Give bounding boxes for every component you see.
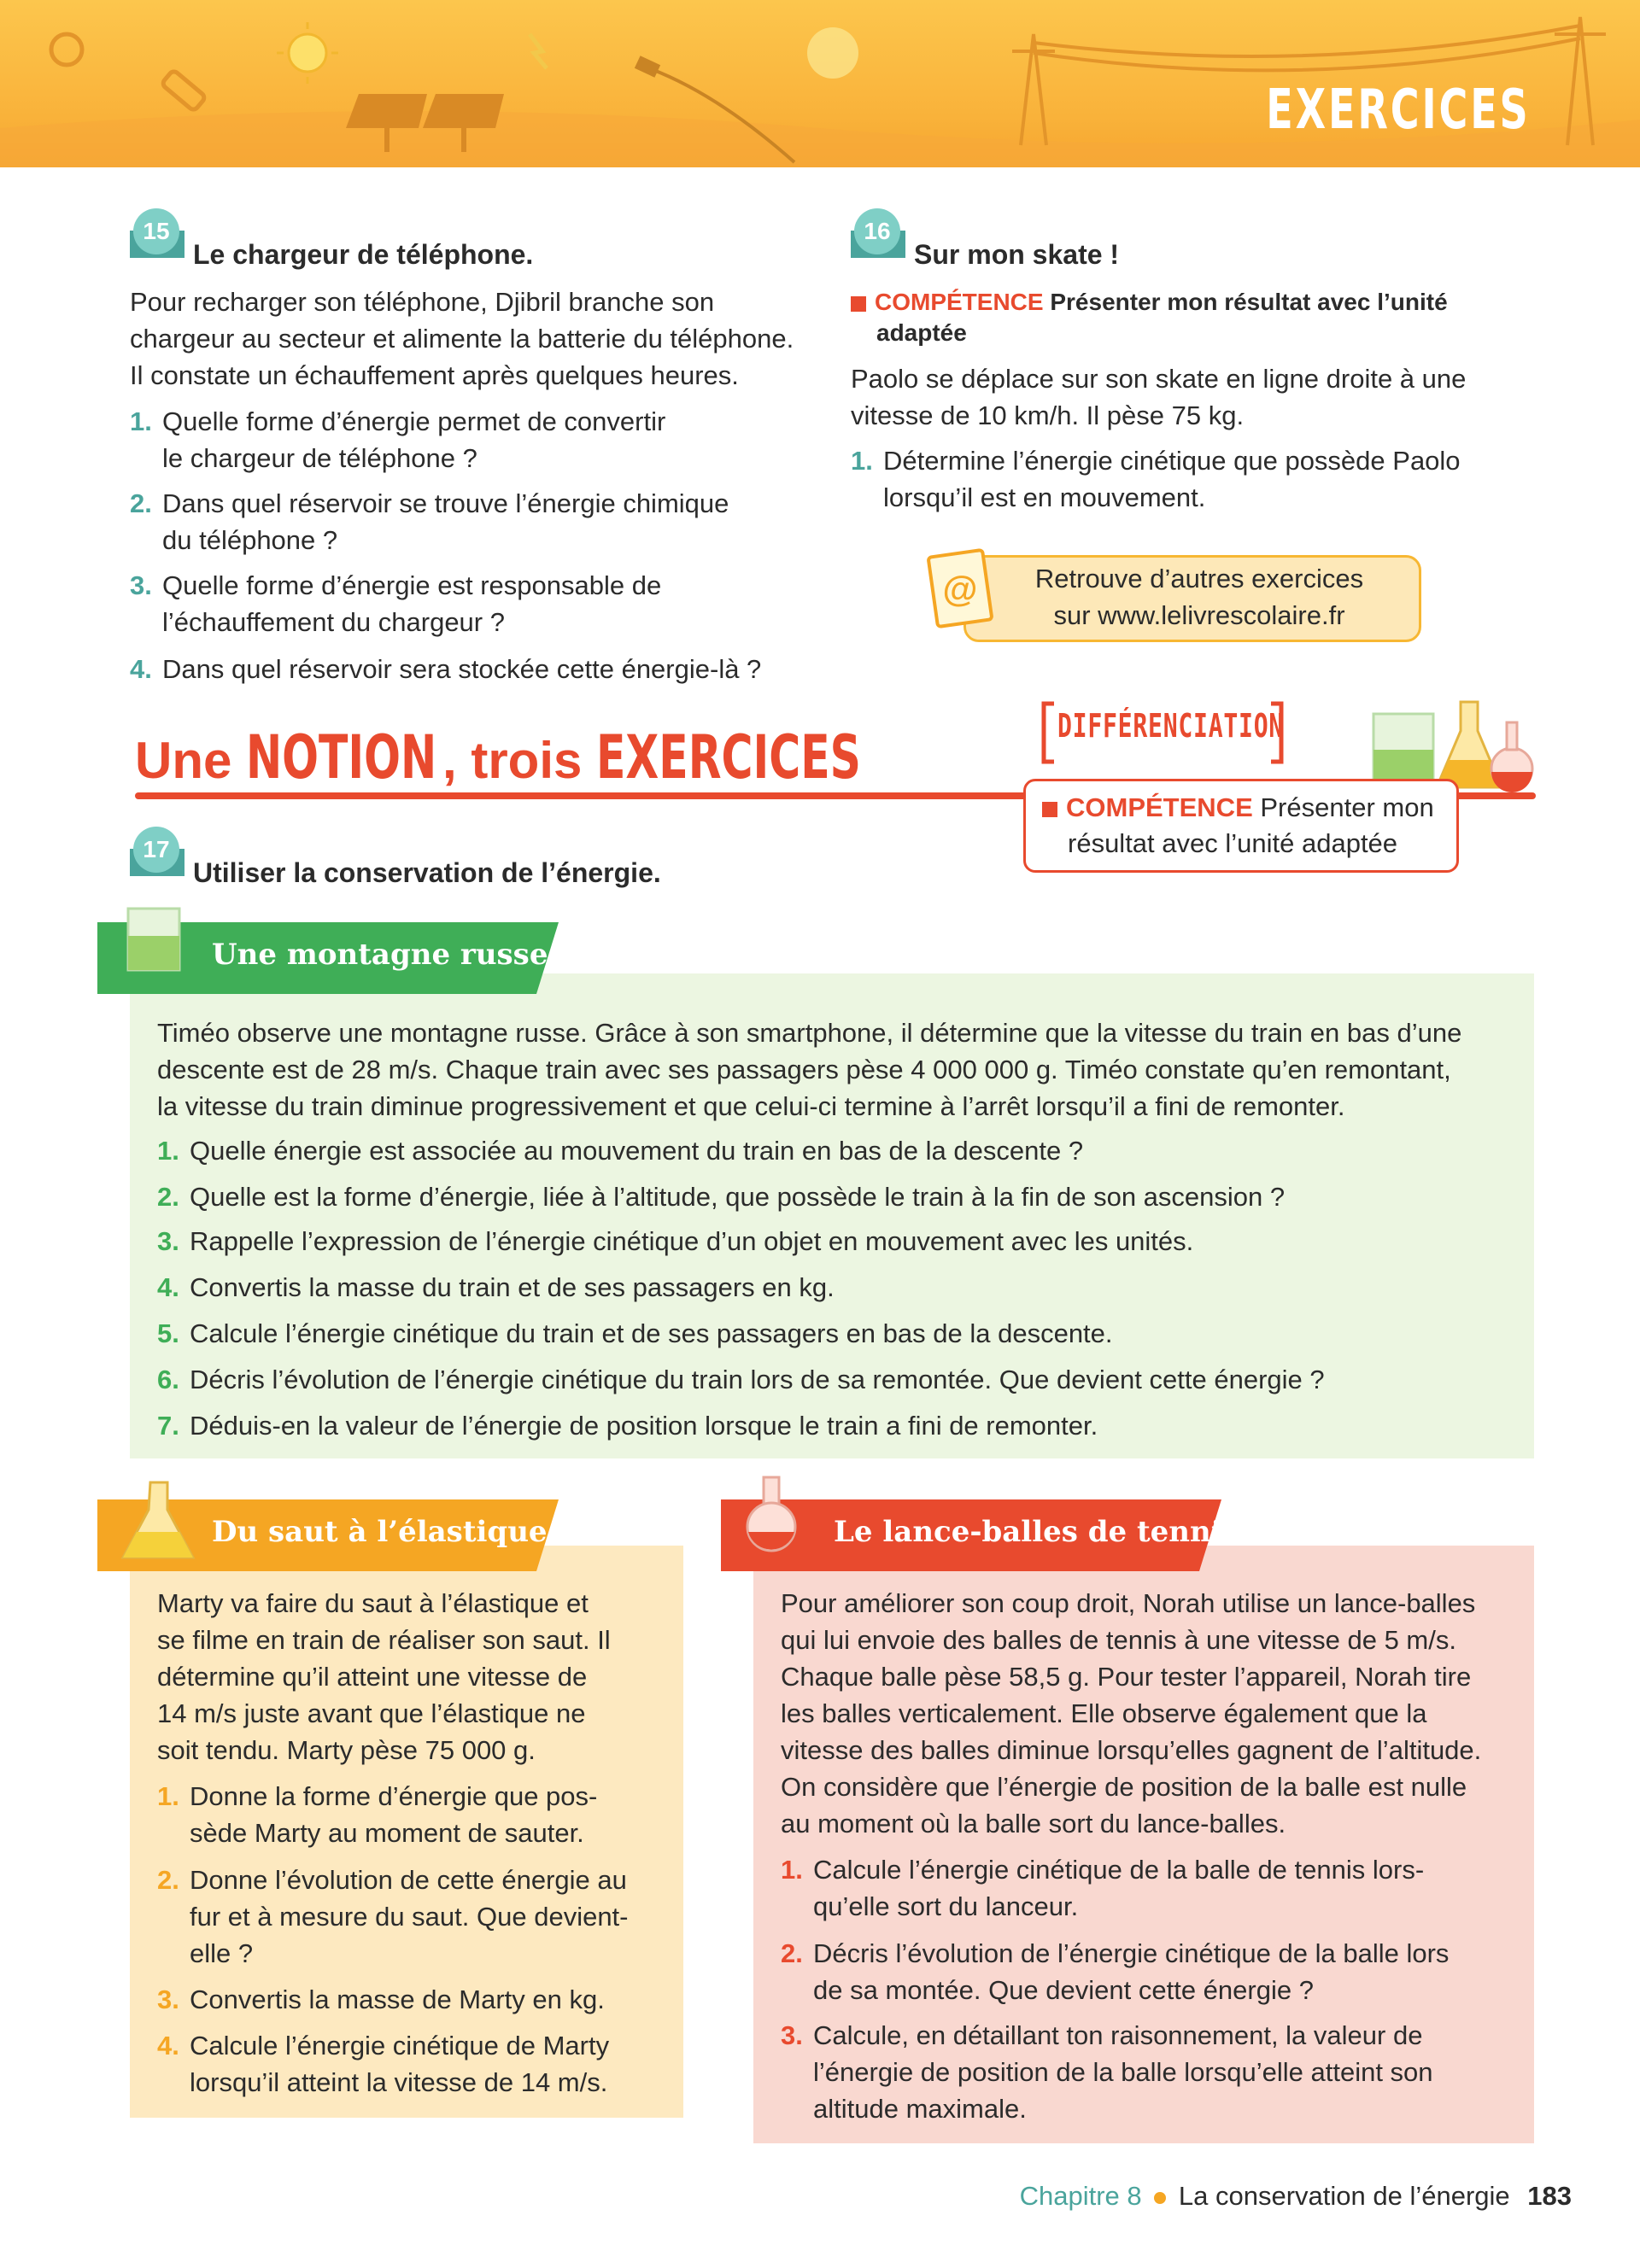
beaker-icon (125, 905, 184, 973)
exercise-title: Le chargeur de téléphone. (193, 239, 534, 270)
svg-text:@: @ (942, 569, 978, 609)
competence-line-continued: résultat avec l’unité adaptée (1068, 828, 1398, 858)
exercise-number-badge: 16 (851, 208, 905, 258)
question: 3. Rappelle l’expression de l’énergie cinétique d’un objet en mouvement avec les unités. (157, 1226, 1194, 1256)
exercise-intro: Pour améliorer son coup droit, Norah utilise un lance-balles qui lui envoie des balles de tennis à une vitesse de 5 m/s. Chaque balle pèse 58,5 g. Pour tester l’appareil, Norah tire les balles verticalement. Elle observe également que la vitesse des balles diminue lorsqu’elles gagnent de l’altitude. On considère que l’énergie de position de la balle est nulle au moment où la balle sort du lance-balles. (781, 1588, 1482, 1838)
chapter-title: La conservation de l’énergie (1178, 2181, 1510, 2211)
question: 1. Quelle énergie est associée au mouvement du train en bas de la descente ? (157, 1136, 1084, 1166)
chapter-label: Chapitre 8 (1019, 2181, 1142, 2211)
competence-line: COMPÉTENCE Présenter mon résultat avec l’unité (851, 287, 1448, 318)
question: 3. Convertis la masse de Marty en kg. (157, 1984, 605, 2014)
page-number: 183 (1527, 2181, 1572, 2211)
question: 4. Convertis la masse du train et de ses passagers en kg. (157, 1272, 835, 1302)
exercise-intro: Paolo se déplace sur son skate en ligne droite à une vitesse de 10 km/h. Il pèse 75 kg. (851, 364, 1467, 430)
question: 1. Détermine l’énergie cinétique que possède Paolo lorsqu’il est en mouvement. (851, 446, 1461, 512)
panel-header-orange: Du saut à l’élastique (97, 1499, 559, 1571)
panel-header-red: Le lance-balles de tennis (721, 1499, 1221, 1571)
exercise-number-badge: 17 (130, 827, 184, 876)
exercise-intro: Timéo observe une montagne russe. Grâce à son smartphone, il détermine que la vitesse du train en bas d’une descente est de 28 m/s. Chaque train avec ses passagers pèse 4 000 000 g. Timéo constate qu’en remontant, la vitesse du train diminue progressivement et que celui-ci termine à l’arrêt lorsqu’il a fini de remonter. (157, 1018, 1462, 1121)
differenciation-label: DIFFÉRENCIATION (1040, 700, 1285, 765)
question: 1. Calcule l’énergie cinétique de la balle de tennis lors- qu’elle sort du lanceur. (781, 1855, 1425, 1921)
question: 2. Décris l’évolution de l’énergie cinétique de la balle lors de sa montée. Que devient cette énergie ? (781, 1938, 1450, 2005)
round-flask-icon (740, 1472, 805, 1554)
panel-header-green: Une montagne russe (97, 922, 559, 994)
competence-line-continued: adaptée (876, 319, 967, 346)
question: 5. Calcule l’énergie cinétique du train et de ses passagers en bas de la descente. (157, 1318, 1113, 1348)
header-banner (0, 0, 1640, 167)
question: 1. Donne la forme d’énergie que pos- sède Marty au moment de sauter. (157, 1781, 598, 1848)
question: 3. Calcule, en détaillant ton raisonnement, la valeur de l’énergie de position de la balle lorsqu’elle atteint son altitude maximale. (781, 2020, 1433, 2124)
question: 3. Quelle forme d’énergie est responsable de l’échauffement du chargeur ? (130, 570, 662, 637)
competence-line: COMPÉTENCE Présenter mon (1042, 792, 1434, 823)
question: 2. Dans quel réservoir se trouve l’énergie chimique du téléphone ? (130, 488, 729, 555)
page-footer (1020, 2181, 1572, 2212)
exercise-number-badge: 15 (130, 208, 184, 258)
exercise-title: Sur mon skate ! (914, 239, 1120, 270)
section-heading: Une NOTION , trois EXERCICES (135, 722, 862, 792)
page-section-title: EXERCICES (1266, 79, 1531, 142)
question: 4. Calcule l’énergie cinétique de Marty lorsqu’il atteint la vitesse de 14 m/s. (157, 2031, 610, 2097)
bullet-dot-icon (1154, 2192, 1166, 2204)
exercise-intro: Pour recharger son téléphone, Djibril branche son chargeur au secteur et alimente la batterie du téléphone. Il constate un échauffement après quelques heures. (130, 287, 794, 390)
question: 2. Donne l’évolution de cette énergie au fur et à mesure du saut. Que devient- elle ? (157, 1865, 629, 1968)
question: 6. Décris l’évolution de l’énergie cinétique du train lors de sa remontée. Que devient cette énergie ? (157, 1365, 1325, 1394)
question: 7. Déduis-en la valeur de l’énergie de position lorsque le train a fini de remonter. (157, 1411, 1098, 1441)
exercise-intro: Marty va faire du saut à l’élastique et se filme en train de réaliser son saut. Il détermine qu’il atteint une vitesse de 14 m/s juste avant que l’élastique ne soit tendu. Marty pèse 75 000 g. (157, 1588, 611, 1765)
question: 2. Quelle est la forme d’énergie, liée à l’altitude, que possède le train à la fin de son ascension ? (157, 1182, 1286, 1212)
exercise-title: Utiliser la conservation de l’énergie. (193, 857, 661, 888)
question: 1. Quelle forme d’énergie permet de convertir le chargeur de téléphone ? (130, 406, 666, 473)
flask-icon (120, 1479, 196, 1561)
question: 4. Dans quel réservoir sera stockée cette énergie-là ? (130, 654, 762, 684)
website-callout-text: Retrouve d’autres exercices sur www.lelivrescolaire.fr (1034, 564, 1364, 630)
